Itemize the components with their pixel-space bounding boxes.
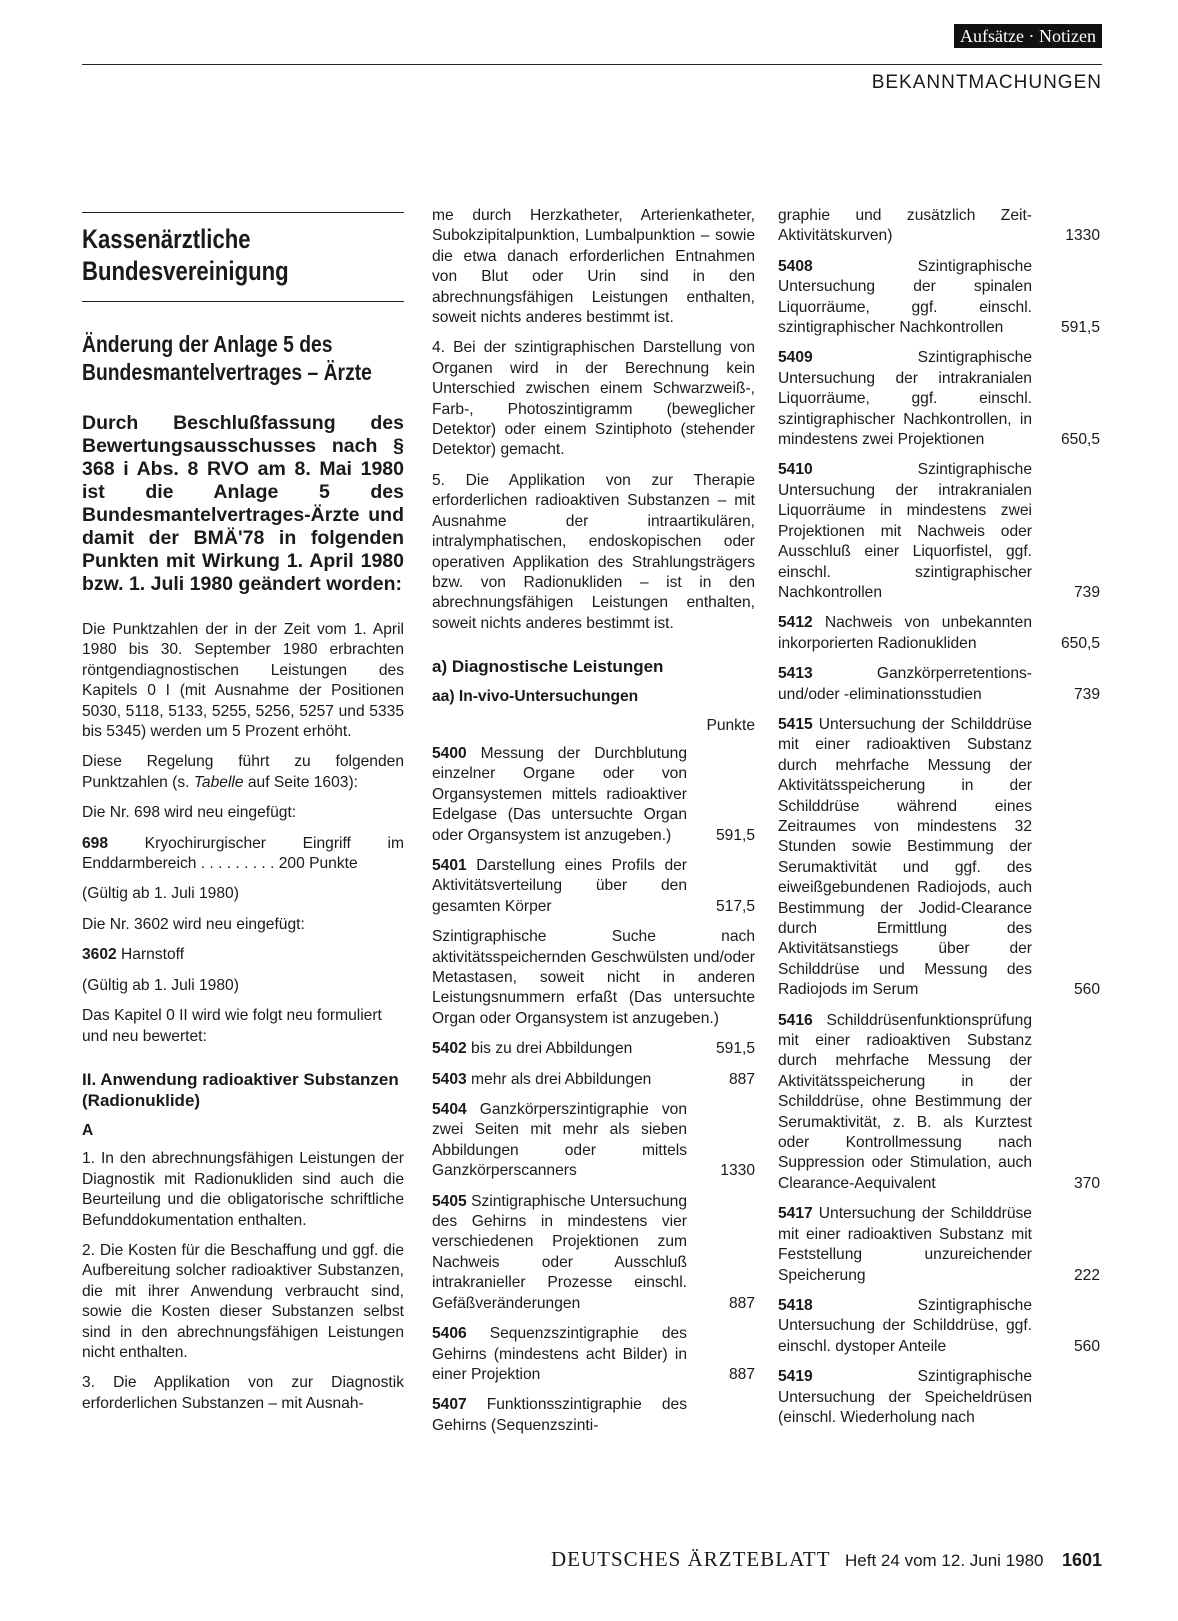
fee-entry-5405 bbox=[432, 1192, 755, 1314]
fee-text bbox=[778, 1011, 1032, 1195]
fee-entry-5417 bbox=[778, 1204, 1100, 1286]
column-2 bbox=[432, 206, 755, 1446]
journal-name: DEUTSCHES ÄRZTEBLATT bbox=[551, 1547, 831, 1571]
fee-description: Szintigraphische Untersuchung der intrakranialen Liquorräume in mindestens zwei Projektionen mit Nachweis oder Ausschluß einer Liquorfistel, ggf. einschl. szintigraphischer Nachkontrollen bbox=[778, 461, 1032, 601]
fee-description: Szintigraphische Untersuchung des Gehirns in mindestens vier verschiedenen Projektionen zum Nachweis oder Ausschluß intrakranieller Prozesse einschl. Gefäßveränderungen bbox=[432, 1192, 687, 1312]
fee-entry-continued bbox=[778, 206, 1100, 247]
fee-entry-5413 bbox=[778, 664, 1100, 705]
fee-list bbox=[778, 257, 1100, 1429]
fee-entry-5419 bbox=[778, 1367, 1100, 1428]
fee-points: 560 bbox=[1073, 981, 1100, 999]
fee-text bbox=[432, 1324, 687, 1385]
org-line-2: Bundesvereinigung bbox=[82, 256, 289, 286]
fee-points: 887 bbox=[728, 1365, 755, 1383]
fee-number: 5400 bbox=[432, 744, 467, 762]
paragraph: 1. In den abrechnungsfähigen Leistungen der Diagnostik mit Radionukliden sind auch die Beurteilung und die obligatorische schriftliche Befunddokumentation enthalten. bbox=[82, 1150, 404, 1229]
fee-description: Szintigraphische Untersuchung der Schilddrüse, ggf. einschl. dystoper Anteile bbox=[778, 1296, 1032, 1355]
fee-number: 5408 bbox=[778, 257, 813, 275]
fee-text bbox=[778, 613, 1032, 654]
fee-text bbox=[778, 1367, 1032, 1428]
validity-note: (Gültig ab 1. Juli 1980) bbox=[82, 976, 239, 994]
fee-text bbox=[432, 744, 687, 846]
fee-text bbox=[778, 664, 1032, 705]
fee-points: 739 bbox=[1073, 583, 1100, 601]
paragraph: Diese Regelung führt zu folgenden Punktzahlen (s. Tabelle auf Seite 1603): bbox=[82, 753, 404, 791]
column-1 bbox=[82, 206, 404, 1424]
fee-entry-5401 bbox=[432, 856, 755, 917]
fee-entry-5404 bbox=[432, 1100, 755, 1182]
fee-points: 887 bbox=[728, 1294, 755, 1312]
fee-text bbox=[778, 1296, 1032, 1357]
paragraph: Das Kapitel 0 II wird wie folgt neu formuliert und neu bewertet: bbox=[82, 1007, 382, 1045]
section-title: BEKANNTMACHUNGEN bbox=[871, 72, 1102, 93]
fee-number: 5406 bbox=[432, 1325, 467, 1343]
fee-points: 517,5 bbox=[715, 897, 755, 915]
fee-text bbox=[432, 1395, 687, 1436]
fee-number: 5410 bbox=[778, 461, 813, 479]
divider bbox=[82, 212, 404, 213]
fee-number: 5407 bbox=[432, 1396, 467, 1414]
fee-description: Sequenzszintigraphie des Gehirns (mindestens acht Bilder) in einer Projektion bbox=[432, 1325, 687, 1383]
fee-points: 887 bbox=[728, 1070, 755, 1088]
section-badge: Aufsätze · Notizen bbox=[954, 24, 1102, 48]
fee-description: Szintigraphische Untersuchung der intrakranialen Liquorräume, ggf. einschl. szintigraphischer Nachkontrollen, in mindestens zwei Projektionen bbox=[778, 349, 1032, 449]
fee-text bbox=[432, 1039, 687, 1059]
fee-entry-5418 bbox=[778, 1296, 1100, 1357]
fee-points: 370 bbox=[1073, 1174, 1100, 1192]
fee-description: Szintigraphische Untersuchung der spinalen Liquorräume, ggf. einschl. szintigraphischer Nachkontrollen bbox=[778, 257, 1032, 337]
fee-number: 5417 bbox=[778, 1205, 813, 1223]
fee-number: 5401 bbox=[432, 856, 467, 874]
fee-description: Ganzkörperretentions- und/oder -eliminationsstudien bbox=[778, 665, 1032, 703]
fee-entry-5406 bbox=[432, 1324, 755, 1385]
fee-number: 5409 bbox=[778, 349, 813, 367]
fee-text bbox=[778, 715, 1032, 1001]
fee-entry-5409 bbox=[778, 348, 1100, 450]
fee-description: bis zu drei Abbildungen bbox=[471, 1040, 633, 1058]
fee-description: Nachweis von unbekannten inkorporierten Radionukliden bbox=[778, 614, 1032, 652]
paragraph: 5. Die Applikation von zur Therapie erforderlichen radioaktiven Substanzen – mit Ausnahme der intraartikulären, intralymphatischen, endoskopischen oder operativen Applikation des Strahlungsträgers bzw. von Radionukliden – ist in den abrechnungsfähigen Leistungen enthalten, soweit nichts anderes bestimmt ist. bbox=[432, 471, 755, 632]
fee-entry-5410 bbox=[778, 460, 1100, 603]
section-heading: a) Diagnostische Leistungen bbox=[432, 657, 664, 677]
fee-points: 1330 bbox=[720, 1162, 755, 1180]
sub-heading: A bbox=[82, 1121, 94, 1139]
fee-text bbox=[432, 1100, 687, 1182]
fee-description: Untersuchung der Schilddrüse mit einer radioaktiven Substanz mit Feststellung unzureichender Speicherung bbox=[778, 1205, 1032, 1284]
fee-description: Untersuchung der Schilddrüse mit einer radioaktiven Substanz durch mehrfache Messung der Aktivitätsspeicherung in der Schilddrüse während eines Zeitraumes von mindestens 32 Stunden sowie Bestimmung der Serumaktivität und ggf. des eiweißgebundenen Radiojods, auch Bestimmung der Jodid-Clearance durch Ermittlung des Aktivitätsanstiegs über der Schilddrüse und Messung des Radiojods im Serum bbox=[778, 715, 1032, 999]
lead-paragraph: Durch Beschlußfassung des Bewertungsausschusses nach § 368 i Abs. 8 RVO am 8. Mai 1980 ist die Anlage 5 des Bundesmantelvertrages-Ärzte und damit der BMÄ'78 in folgenden Punkten mit Wirkung 1. April 1980 bzw. 1. Juli 1980 geändert worden: bbox=[82, 412, 404, 595]
paragraph: 4. Bei der szintigraphischen Darstellung von Organen wird in der Berechnung kein Unterschied zwischen einem Schwarzweiß-, Farb-, Photoszintigramm (beweglicher Detektor) oder einem Szintiphoto (stehender Detektor) gemacht. bbox=[432, 339, 755, 459]
fee-points: 650,5 bbox=[1060, 431, 1100, 449]
paragraph: Die Nr. 3602 wird neu eingefügt: bbox=[82, 915, 305, 933]
issue-info: Heft 24 vom 12. Juni 1980 bbox=[845, 1551, 1044, 1570]
paragraph: 3. Die Applikation von zur Diagnostik erforderlichen Substanzen – mit Ausnah- bbox=[82, 1374, 404, 1412]
paragraph: Szintigraphische Suche nach aktivitätsspeichernden Geschwülsten und/oder Metastasen, soweit nicht in anderen Leistungsnummern erfaßt (Das untersuchte Organ oder Organsystem ist anzugeben.) bbox=[432, 928, 755, 1027]
fee-number: 5416 bbox=[778, 1011, 813, 1029]
fee-number: 5419 bbox=[778, 1368, 813, 1386]
fee-entry-5415 bbox=[778, 715, 1100, 1001]
fee-text bbox=[432, 856, 687, 917]
fee-text: graphie und zusätzlich Zeit-Aktivitätskurven) bbox=[778, 207, 1032, 245]
fee-number: 5404 bbox=[432, 1101, 467, 1119]
fee-number: 5412 bbox=[778, 614, 813, 632]
fee-points: 1330 bbox=[1065, 227, 1100, 245]
fee-points: 222 bbox=[1073, 1266, 1100, 1284]
fee-description: mehr als drei Abbildungen bbox=[471, 1070, 652, 1088]
paragraph: 2. Die Kosten für die Beschaffung und ggf. die Aufbereitung solcher radioaktiver Substanzen, die mit ihrer Anwendung verbraucht sind, sowie die Kosten dieser Substanzen selbst sind in den abrechnungsfähigen Leistungen nicht enthalten. bbox=[82, 1241, 404, 1361]
fee-text bbox=[778, 257, 1032, 339]
header-rule bbox=[82, 64, 1102, 65]
fee-points: 560 bbox=[1073, 1337, 1100, 1355]
organization-title bbox=[82, 223, 404, 287]
fee-entry-5400 bbox=[432, 744, 755, 846]
page-footer bbox=[551, 1547, 1102, 1572]
fee-entry-5416 bbox=[778, 1011, 1100, 1195]
fee-description: Darstellung eines Profils der Aktivitätsverteilung über den gesamten Körper bbox=[432, 856, 687, 915]
chapter-heading: II. Anwendung radioaktiver Substanzen (Radionuklide) bbox=[82, 1069, 399, 1110]
fee-entry-5408 bbox=[778, 257, 1100, 339]
fee-points: 650,5 bbox=[1060, 634, 1100, 652]
fee-list bbox=[432, 744, 755, 917]
paragraph: Die Nr. 698 wird neu eingefügt: bbox=[82, 804, 297, 822]
subsection-heading: aa) In-vivo-Untersuchungen bbox=[432, 688, 639, 706]
fee-number: 5413 bbox=[778, 665, 813, 683]
paragraph: Die Punktzahlen der in der Zeit vom 1. April 1980 bis 30. September 1980 erbrachten röntgendiagnostischen Leistungen des Kapitels 0 I (mit Ausnahme der Positionen 5030, 5118, 5133, 5255, 5256, 5257 und 5335 bis 5345) werden um 5 Prozent erhöht. bbox=[82, 621, 404, 741]
fee-entry-5407 bbox=[432, 1395, 755, 1436]
article-title: Änderung der Anlage 5 des Bundesmantelvertrages – Ärzte bbox=[82, 331, 372, 385]
org-line-1: Kassenärztliche bbox=[82, 224, 251, 254]
item-3602: 3602 Harnstoff bbox=[82, 946, 185, 964]
fee-description: Ganzkörperszintigraphie von zwei Seiten mit mehr als sieben Abbildungen oder mittels Ganzkörperscanners bbox=[432, 1101, 687, 1180]
fee-entry-5412 bbox=[778, 613, 1100, 654]
points-column-header: Punkte bbox=[706, 716, 755, 734]
fee-number: 5415 bbox=[778, 715, 813, 733]
fee-entry-5402 bbox=[432, 1039, 755, 1059]
fee-text bbox=[778, 460, 1032, 603]
fee-points: 591,5 bbox=[715, 1040, 755, 1058]
divider bbox=[82, 301, 404, 302]
fee-points: 591,5 bbox=[1060, 319, 1100, 337]
fee-number: 5405 bbox=[432, 1192, 467, 1210]
fee-number: 5418 bbox=[778, 1296, 813, 1314]
paragraph: me durch Herzkatheter, Arterienkatheter, Subokzipitalpunktion, Lumbalpunktion – sowie die etwa danach erforderlichen Entnahmen von Blut oder Urin sind in den abrechnungsfähigen Leistungen enthalten, soweit nichts anderes bestimmt ist. bbox=[432, 207, 755, 327]
column-3 bbox=[778, 206, 1100, 1438]
item-698: 698 Kryochirurgischer Eingriff im Enddarmbereich . . . . . . . . . 200 Punkte bbox=[82, 834, 404, 873]
fee-text bbox=[432, 1192, 687, 1314]
validity-note: (Gültig ab 1. Juli 1980) bbox=[82, 885, 239, 903]
fee-list bbox=[432, 1039, 755, 1436]
page-number: 1601 bbox=[1061, 1550, 1102, 1570]
fee-text bbox=[778, 348, 1032, 450]
fee-description: Messung der Durchblutung einzelner Organe oder von Organsystemen mittels radioaktiver Edelgase (Das untersuchte Organ oder Organsystem ist anzugeben.) bbox=[432, 744, 687, 844]
fee-text bbox=[778, 1204, 1032, 1286]
fee-points: 739 bbox=[1073, 685, 1100, 703]
fee-description: Schilddrüsenfunktionsprüfung mit einer radioaktiven Substanz durch mehrfache Messung der Aktivitätsspeicherung in der Schilddrüse, ohne Bestimmung der Serumaktivität, z. B. als Kurztest oder Kontrollmessung nach Suppression oder Stimulation, auch Clearance-Aequivalent bbox=[778, 1011, 1032, 1192]
fee-number: 5402 bbox=[432, 1040, 467, 1058]
fee-text bbox=[432, 1070, 687, 1090]
fee-entry-5403 bbox=[432, 1070, 755, 1090]
fee-description: Funktionsszintigraphie des Gehirns (Sequenzszinti- bbox=[432, 1396, 687, 1434]
fee-number: 5403 bbox=[432, 1070, 467, 1088]
fee-points: 591,5 bbox=[715, 826, 755, 844]
fee-description: Szintigraphische Untersuchung der Speicheldrüsen (einschl. Wiederholung nach bbox=[778, 1368, 1032, 1426]
